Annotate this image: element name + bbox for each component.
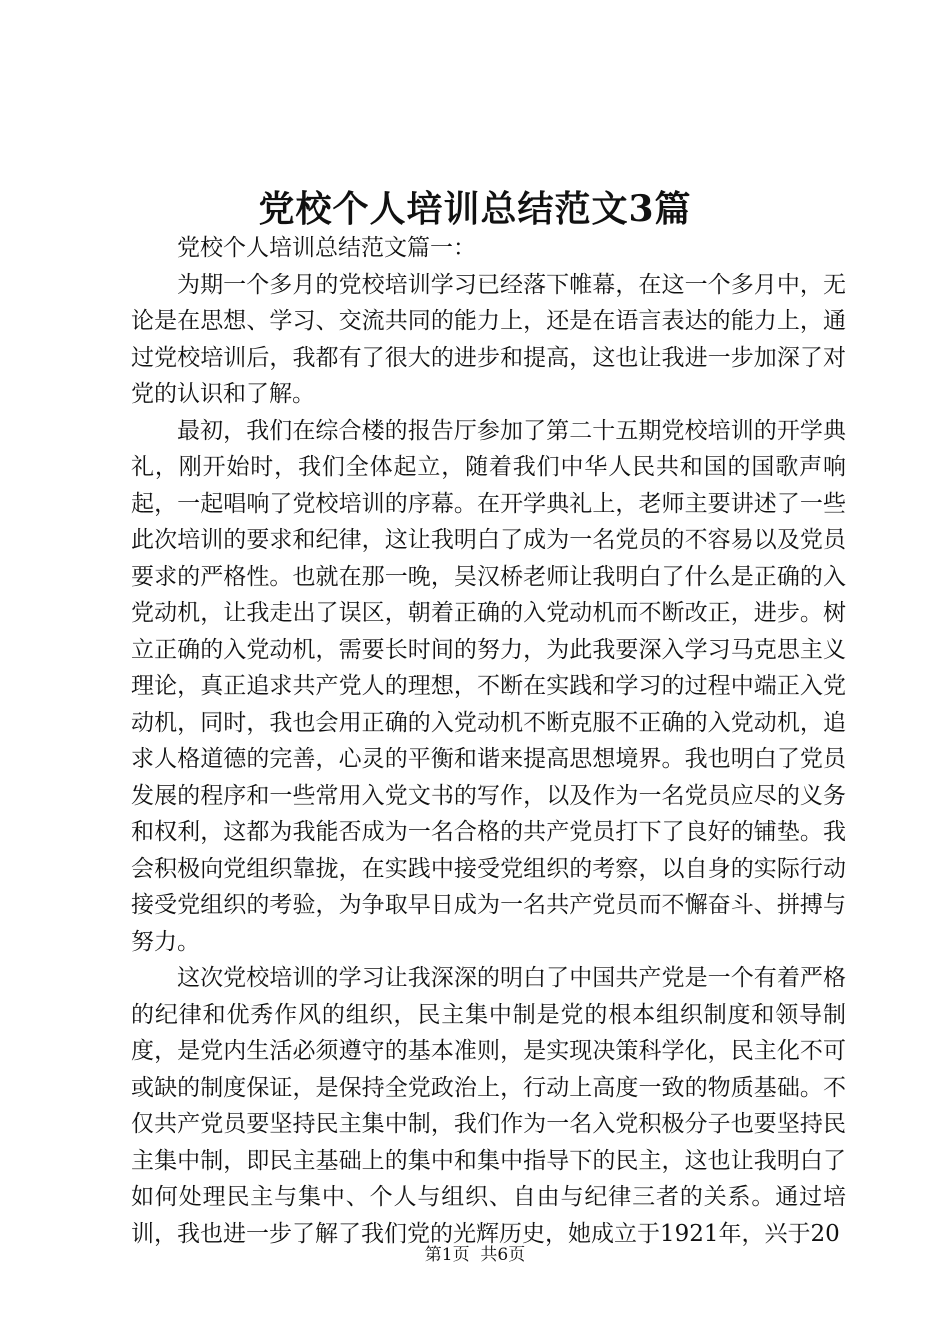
document-title: 党校个人培训总结范文3篇 xyxy=(258,188,692,230)
paragraph-1: 为期一个多月的党校培训学习已经落下帷幕，在这一个多月中，无论是在思想、学习、交流共同的能力上，还是在语言表达的能力上，通过党校培训后，我都有了很大的进步和提高，这也让我进一步加深了对党的认识和了解。 xyxy=(131,271,846,407)
section-heading: 党校个人培训总结范文篇一： xyxy=(177,235,476,261)
paragraph-3: 这次党校培训的学习让我深深的明白了中国共产党是一个有着严格的纪律和优秀作风的组织，民主集中制是党的根本组织制度和领导制度，是党内生活必须遵守的基本准则，是实现决策科学化，民主化不可或缺的制度保证，是保持全党政治上，行动上高度一致的物质基础。不仅共产党员要坚持民主集中制，我们作为一名入党积极分子也要坚持民主集中制，即民主基础上的集中和集中指导下的民主，这也让我明白了如何处理民主与集中、个人与组织、自由与纪律三者的关系。通过培训，我也进一步了解了我们党的光辉历史，她成立于1921年，兴于20 xyxy=(131,965,846,1247)
page-number: 第1页 共6页 xyxy=(424,1245,526,1265)
page-footer xyxy=(0,1243,950,1267)
paragraph-2: 最初，我们在综合楼的报告厅参加了第二十五期党校培训的开学典礼，刚开始时，我们全体起立，随着我们中华人民共和国的国歌声响起，一起唱响了党校培训的序幕。在开学典礼上，老师主要讲述了一些此次培训的要求和纪律，这让我明白了成为一名党员的不容易以及党员要求的严格性。也就在那一晚，吴汉桥老师让我明白了什么是正确的入党动机，让我走出了误区，朝着正确的入党动机而不断改正，进步。树立正确的入党动机，需要长时间的努力，为此我要深入学习马克思主义理论，真正追求共产党人的理想，不断在实践和学习的过程中端正入党动机，同时，我也会用正确的入党动机不断克服不正确的入党动机，追求人格道德的完善，心灵的平衡和谐来提高思想境界。我也明白了党员发展的程序和一些常用入党文书的写作，以及作为一名党员应尽的义务和权利，这都为我能否成为一名合格的共产党员打下了良好的铺垫。我会积极向党组织靠拢，在实践中接受党组织的考察，以自身的实际行动接受党组织的考验，为争取早日成为一名共产党员而不懈奋斗、拼搏与努力。 xyxy=(131,417,846,955)
document-body xyxy=(131,230,846,1252)
